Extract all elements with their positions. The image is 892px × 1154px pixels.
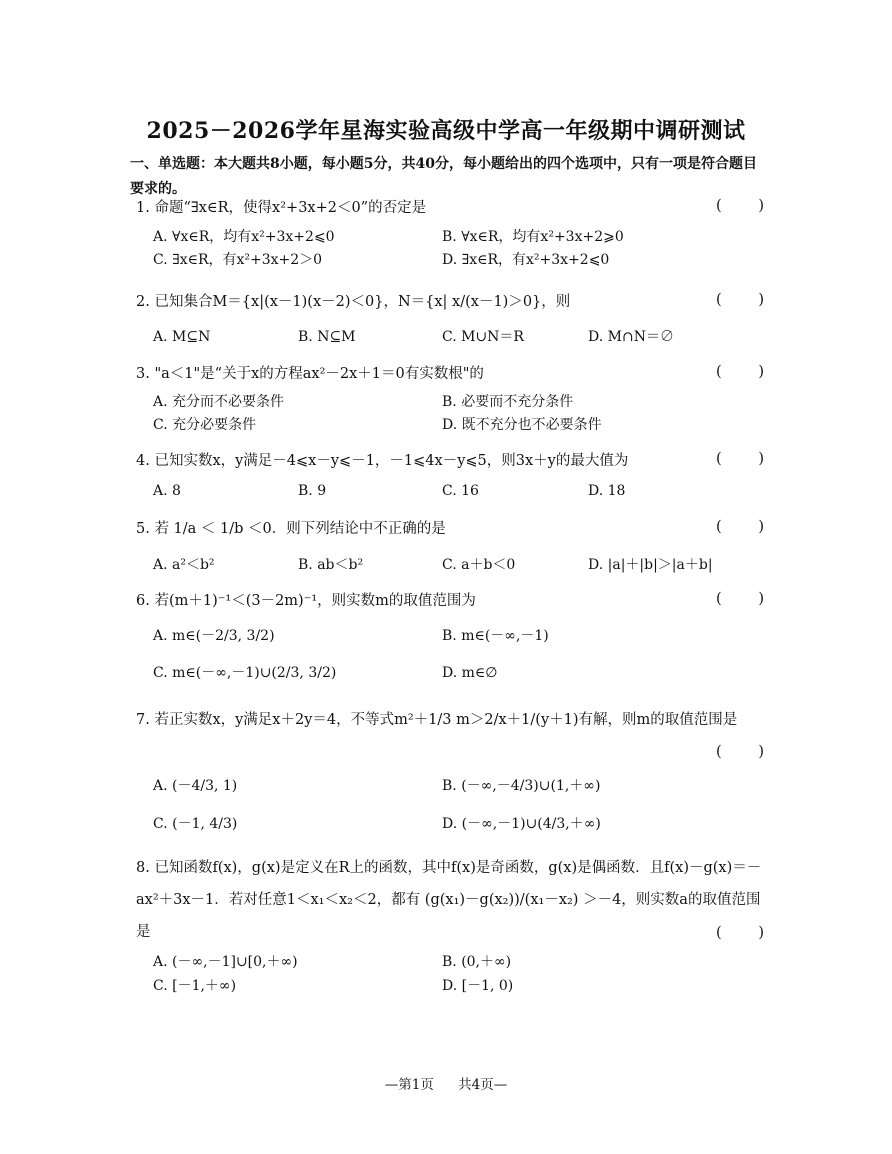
section-heading: 一、单选题：本大题共8小题，每小题5分，共40分，每小题给出的四个选项中，只有一项是符合题目要求的。 [130,156,757,197]
question-2-stem: 2. 已知集合M＝{x|(x－1)(x－2)＜0}，N＝{x| x/(x－1)＞0}，则 [136,294,571,310]
question-7-option-b: B. (－∞,－4/3)∪(1,＋∞) [442,778,601,794]
question-2-option-c: C. M∪N＝R [442,329,524,345]
question-6-option-d: D. m∈∅ [442,665,498,681]
question-3-option-d: D. 既不充分也不必要条件 [442,417,602,433]
question-5-stem: 5. 若 1/a ＜ 1/b ＜0．则下列结论中不正确的是 [136,521,446,537]
question-2-option-d: D. M∩N＝∅ [588,329,674,345]
question-7-option-a: A. (－4/3, 1) [153,778,238,794]
answer-paren: ( ) [716,591,764,607]
question-8-option-b: B. (0,＋∞) [442,954,512,970]
page-number: —第1页 [384,1077,434,1093]
question-8-stem: 8. 已知函数f(x)，g(x)是定义在R上的函数，其中f(x)是奇函数，g(x)是偶函数．且f(x)－g(x)＝－ax²＋3x－1．若对任意1＜x₁＜x₂＜2，都有 (g(x₁)－g(x₂))/(x₁－x₂) ＞－4，则实数a的取值范围是 [136,860,762,940]
question-3-option-b: B. 必要而不充分条件 [442,394,574,410]
question-6-option-a: A. m∈(－2/3, 3/2) [153,628,275,644]
question-6-stem: 6. 若(m＋1)⁻¹＜(3－2m)⁻¹，则实数m的取值范围为 [136,593,476,609]
question-4-option-b: B. 9 [298,483,327,499]
answer-paren: ( ) [716,292,764,308]
question-7-option-d: D. (－∞,－1)∪(4/3,＋∞) [442,816,601,832]
answer-paren: ( ) [716,451,764,467]
question-1-stem: 1. 命题“∃x∈R，使得x²+3x+2＜0”的否定是 [136,200,427,216]
question-7-stem: 7. 若正实数x，y满足x＋2y＝4，不等式m²＋1/3 m＞2/x＋1/(y＋1)有解，则m的取值范围是 [136,712,738,728]
question-4-option-a: A. 8 [153,483,181,499]
question-5-option-d: D. |a|＋|b|＞|a＋b| [588,557,713,573]
question-3-option-a: A. 充分而不必要条件 [153,394,285,410]
answer-paren: ( ) [716,198,764,214]
question-2-option-b: B. N⊆M [298,329,356,345]
exam-title: 2025－2026学年星海实验高级中学高一年级期中调研测试 [146,118,746,144]
question-5-option-c: C. a＋b＜0 [442,557,516,573]
answer-paren: ( ) [716,925,764,941]
question-1-option-b: B. ∀x∈R，均有x²+3x+2⩾0 [442,229,624,245]
answer-paren: ( ) [716,519,764,535]
answer-paren: ( ) [716,744,764,760]
question-8-option-c: C. [－1,＋∞) [153,978,237,994]
question-8-option-d: D. [－1, 0) [442,978,514,994]
question-7-option-c: C. (－1, 4/3) [153,816,238,832]
question-4-option-c: C. 16 [442,483,479,499]
question-1-option-a: A. ∀x∈R，均有x²+3x+2⩽0 [153,229,335,245]
page-total: 共4页— [458,1077,508,1093]
answer-paren: ( ) [716,364,764,380]
question-5-option-b: B. ab＜b² [298,557,364,573]
question-6-option-b: B. m∈(－∞,－1) [442,628,549,644]
page-footer [0,1073,892,1093]
question-8-option-a: A. (－∞,－1]∪[0,＋∞) [153,954,298,970]
question-4-stem: 4. 已知实数x，y满足－4⩽x－y⩽－1，－1⩽4x－y⩽5，则3x＋y的最大值为 [136,453,629,469]
question-3-option-c: C. 充分必要条件 [153,417,257,433]
question-6-option-c: C. m∈(－∞,－1)∪(2/3, 3/2) [153,665,337,681]
question-1-option-c: C. ∃x∈R，有x²+3x+2＞0 [153,252,323,268]
question-2-option-a: A. M⊆N [153,329,211,345]
question-1-option-d: D. ∃x∈R，有x²+3x+2⩽0 [442,252,610,268]
question-5-option-a: A. a²＜b² [153,557,215,573]
question-3-stem: 3. "a＜1"是“关于x的方程ax²－2x＋1＝0有实数根"的 [136,366,484,382]
question-4-option-d: D. 18 [588,483,626,499]
